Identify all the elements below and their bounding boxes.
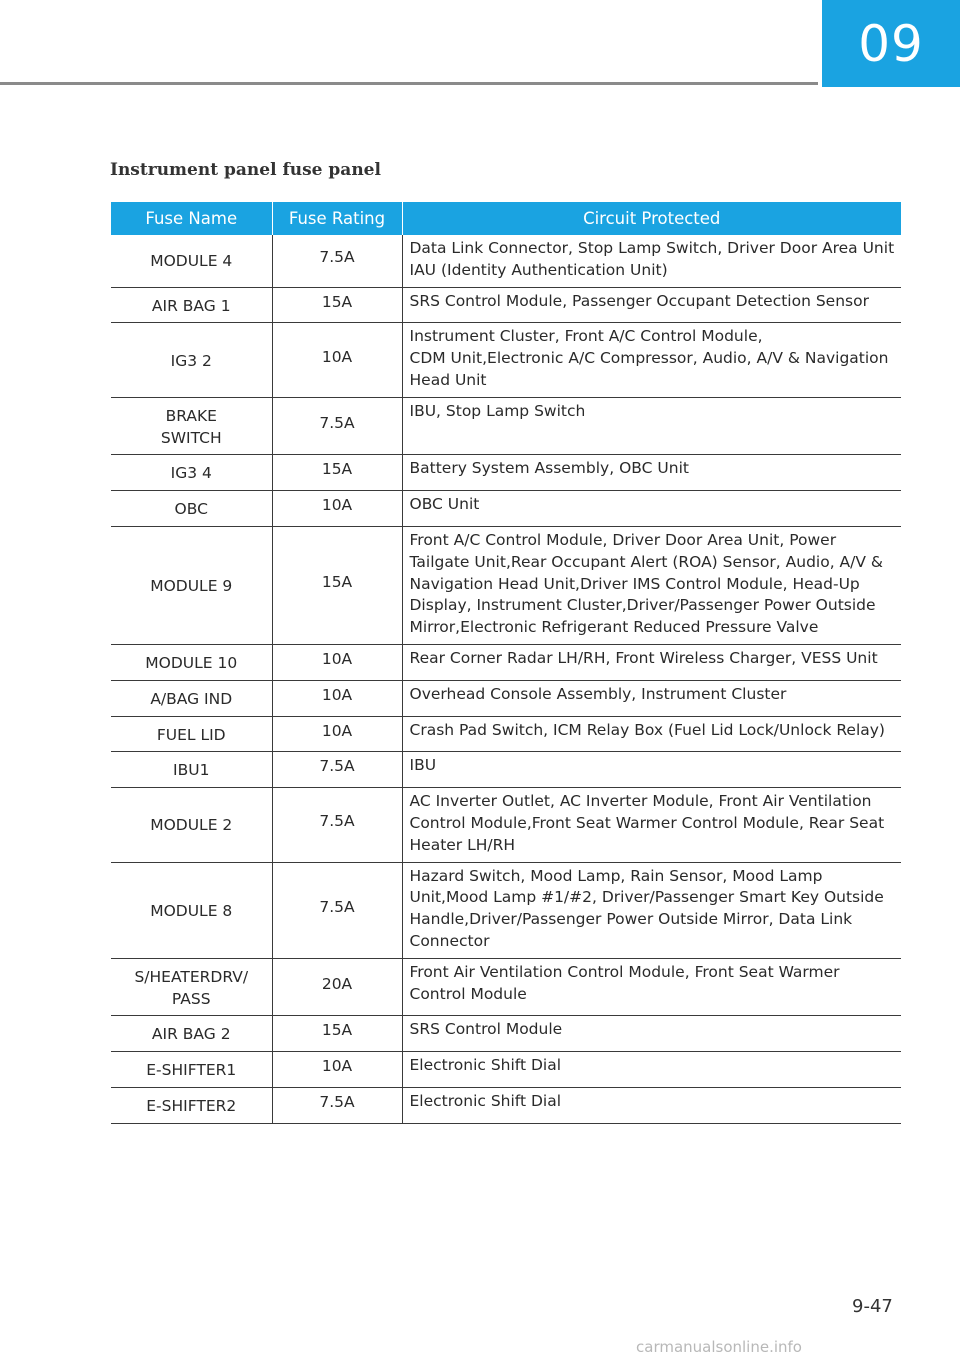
circuit-protected-cell: Front Air Ventilation Control Module, Front Seat Warmer Control Module	[402, 958, 901, 1016]
circuit-protected-cell: Electronic Shift Dial	[402, 1087, 901, 1123]
fuse-name-cell: MODULE 4	[111, 235, 272, 287]
table-row	[111, 680, 901, 716]
fuse-name-cell: MODULE 2	[111, 788, 272, 862]
circuit-protected-cell: Electronic Shift Dial	[402, 1052, 901, 1088]
fuse-rating-cell: 10A	[272, 323, 402, 397]
fuse-rating-cell: 20A	[272, 958, 402, 1016]
header-rule	[0, 82, 818, 85]
circuit-protected-cell: Overhead Console Assembly, Instrument Cluster	[402, 680, 901, 716]
circuit-protected-cell: Data Link Connector, Stop Lamp Switch, Driver Door Area Unit IAU (Identity Authentication Unit)	[402, 235, 901, 287]
fuse-rating-cell: 7.5A	[272, 1087, 402, 1123]
table-row	[111, 788, 901, 862]
circuit-protected-cell: Hazard Switch, Mood Lamp, Rain Sensor, Mood Lamp Unit,Mood Lamp #1/#2, Driver/Passenger Smart Key Outside Handle,Driver/Passenger Power Outside Mirror, Data Link Connector	[402, 862, 901, 958]
circuit-protected-cell: AC Inverter Outlet, AC Inverter Module, Front Air Ventilation Control Module,Front Seat Warmer Control Module, Rear Seat Heater LH/RH	[402, 788, 901, 862]
table-row	[111, 455, 901, 491]
table-row	[111, 862, 901, 958]
section-title: Instrument panel fuse panel	[110, 160, 381, 180]
table-header-row	[111, 202, 901, 235]
table-row	[111, 323, 901, 397]
table-row	[111, 644, 901, 680]
fuse-rating-cell: 10A	[272, 491, 402, 527]
fuse-rating-cell: 15A	[272, 526, 402, 644]
fuse-rating-cell: 15A	[272, 1016, 402, 1052]
circuit-protected-cell: IBU, Stop Lamp Switch	[402, 397, 901, 455]
circuit-protected-cell: Front A/C Control Module, Driver Door Area Unit, Power Tailgate Unit,Rear Occupant Alert (ROA) Sensor, Audio, A/V & Navigation Head Unit,Driver IMS Control Module, Head-Up Display, Instrument Cluster,Driver/Passenger Power Outside Mirror,Electronic Refrigerant Reduced Pressure Valve	[402, 526, 901, 644]
fuse-rating-cell: 7.5A	[272, 788, 402, 862]
circuit-protected-cell: Battery System Assembly, OBC Unit	[402, 455, 901, 491]
chapter-tab: 09	[822, 0, 960, 87]
table-row	[111, 491, 901, 527]
circuit-protected-cell: IBU	[402, 752, 901, 788]
circuit-protected-cell: SRS Control Module	[402, 1016, 901, 1052]
fuse-rating-cell: 10A	[272, 716, 402, 752]
table-row	[111, 1016, 901, 1052]
fuse-name-cell: FUEL LID	[111, 716, 272, 752]
table-row	[111, 958, 901, 1016]
fuse-rating-cell: 15A	[272, 287, 402, 323]
fuse-name-cell: IBU1	[111, 752, 272, 788]
fuse-name-cell: E-SHIFTER1	[111, 1052, 272, 1088]
fuse-rating-cell: 15A	[272, 455, 402, 491]
fuse-rating-cell: 7.5A	[272, 862, 402, 958]
fuse-name-cell: IG3 4	[111, 455, 272, 491]
table-row	[111, 1052, 901, 1088]
table-row	[111, 716, 901, 752]
circuit-protected-cell: SRS Control Module, Passenger Occupant Detection Sensor	[402, 287, 901, 323]
fuse-table-body	[111, 235, 901, 1123]
table-row	[111, 397, 901, 455]
watermark: carmanualsonline.info	[636, 1338, 802, 1356]
fuse-name-cell: S/HEATERDRV/ PASS	[111, 958, 272, 1016]
header-fuse-rating: Fuse Rating	[272, 202, 402, 235]
circuit-protected-cell: Instrument Cluster, Front A/C Control Module, CDM Unit,Electronic A/C Compressor, Audio, A/V & Navigation Head Unit	[402, 323, 901, 397]
fuse-name-cell: MODULE 8	[111, 862, 272, 958]
header-fuse-name: Fuse Name	[111, 202, 272, 235]
table-row	[111, 1087, 901, 1123]
fuse-rating-cell: 10A	[272, 1052, 402, 1088]
fuse-name-cell: A/BAG IND	[111, 680, 272, 716]
table-row	[111, 752, 901, 788]
table-row	[111, 235, 901, 287]
fuse-rating-cell: 10A	[272, 644, 402, 680]
header-circuit-protected: Circuit Protected	[402, 202, 901, 235]
fuse-rating-cell: 7.5A	[272, 752, 402, 788]
circuit-protected-cell: Rear Corner Radar LH/RH, Front Wireless Charger, VESS Unit	[402, 644, 901, 680]
table-row	[111, 526, 901, 644]
circuit-protected-cell: Crash Pad Switch, ICM Relay Box (Fuel Lid Lock/Unlock Relay)	[402, 716, 901, 752]
fuse-name-cell: MODULE 9	[111, 526, 272, 644]
fuse-rating-cell: 7.5A	[272, 235, 402, 287]
fuse-name-cell: OBC	[111, 491, 272, 527]
fuse-table	[111, 202, 901, 1124]
page-number: 9-47	[852, 1296, 893, 1317]
table-row	[111, 287, 901, 323]
fuse-name-cell: E-SHIFTER2	[111, 1087, 272, 1123]
fuse-rating-cell: 10A	[272, 680, 402, 716]
fuse-name-cell: AIR BAG 1	[111, 287, 272, 323]
fuse-name-cell: BRAKE SWITCH	[111, 397, 272, 455]
fuse-name-cell: MODULE 10	[111, 644, 272, 680]
circuit-protected-cell: OBC Unit	[402, 491, 901, 527]
fuse-rating-cell: 7.5A	[272, 397, 402, 455]
fuse-name-cell: IG3 2	[111, 323, 272, 397]
fuse-name-cell: AIR BAG 2	[111, 1016, 272, 1052]
